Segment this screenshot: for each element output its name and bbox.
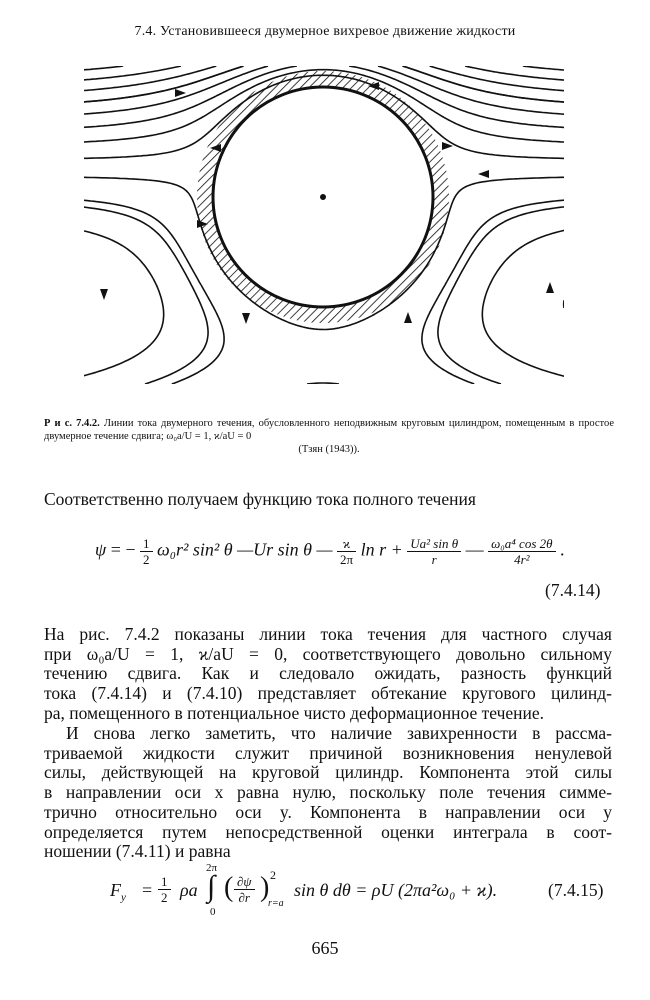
para1-line: течению сдвига. Как и следовало ожидать, разность функций [44,663,612,684]
flow-arrow [175,89,186,97]
para1-line: На рис. 7.4.2 показаны линии тока течения для частного случая [44,624,612,644]
caption-line-1: Линии тока двумерного течения, обусловленного неподвижным круговым [103,418,445,429]
eq14-frac2: $\frac{\text{Ua² sin θ}}{r}$ [407,536,461,567]
para2-line: триваемой жидкости служит причиной возникновения ненулевой [44,742,612,763]
eq15-power: 2 [270,868,276,882]
eq15-lhs: F [110,880,121,900]
cylinder-center [320,194,326,200]
equation-number-7-4-15: (7.4.15) [548,880,604,900]
para2-line: силы, действующей на круговой цилиндр. Компонента этой силы [44,762,612,783]
eq15-sub-r: r=a [268,898,284,909]
eq15-paren-left: ( [224,872,234,903]
eq15-lhs-sub: y [121,891,126,904]
eq15-paren-right: ) [260,872,270,903]
eq14-equals: = [110,539,121,560]
para2-line: определяется путем непосредственной оценки интеграла в соот- [44,821,612,842]
para2-line: И снова легко заметить, что наличие завихренности в рассма- [66,723,612,743]
para1-line: тока (7.4.14) и (7.4.10) представляет обтекание кругового цилинд- [44,683,612,704]
para2-line: трично относительно оси y. Компонента в направлении оси y [44,801,612,822]
eq15-dpsi-dr: $\frac{\partial\psi}{\partial r}$ [234,874,255,905]
running-head: 7.4. Установившееся двумерное вихревое движение жидкости [134,24,516,39]
flow-arrow [242,313,250,324]
streamline-figure [84,66,564,384]
paragraph-2 [44,724,612,862]
eq15-equals: = [142,880,153,900]
equation-7-4-15 [110,862,630,922]
figure-label: Р и с. 7.4.2. [44,418,100,429]
caption-line-3: (Тзян (1943)). [298,444,360,455]
eq14-minus: — [465,539,484,560]
eq15-integral: ∫ [207,870,216,903]
eq14-ln: ln r + [360,539,403,560]
para2-line: ношении (7.4.11) и равна [44,841,231,862]
intro-sentence: Соответственно получаем функцию тока полного течения [44,489,476,509]
flow-arrow [100,289,108,300]
eq14-frac3: $\frac{\text{ω₀a⁴ cos 2θ}}{\text{4r²}}$ [488,536,555,567]
figure-caption [44,417,614,456]
flow-arrow [546,282,554,293]
para1-line: ра, помещенного в потенциальное чисто деформационное течение. [44,702,545,723]
eq14-kappa-frac: $\frac{ϰ}{2\pi}$ [337,536,356,567]
eq14-term1: ω₀r² sin² θ [157,539,233,560]
eq14-psi: ψ [95,539,107,560]
equation-number-7-4-14: (7.4.14) [545,580,601,600]
eq14-half: $\frac{1}{2}$ [140,536,153,567]
eq15-rho-a: ρa [180,880,198,900]
eq15-rest: sin θ dθ = ρU (2πa²ω₀ + ϰ). [294,880,498,900]
eq14-term2: —Ur sin θ — [237,539,333,560]
eq14-sign: − [125,539,136,560]
para2-line: в направлении оси x равна нулю, поскольку поле течения симме- [44,782,612,803]
eq15-lower-limit: 0 [210,906,216,918]
para1-line: при ω₀a/U = 1, ϰ/aU = 0, соответствующего довольно сильному [44,643,612,664]
paragraph-1 [44,625,612,724]
equation-7-4-14 [95,536,635,576]
eq15-upper-limit: 2π [206,862,218,874]
page-number: 665 [311,938,339,958]
eq14-dot: . [560,539,565,560]
flow-arrow [404,312,412,323]
eq15-half: $\frac{1}{2}$ [158,874,171,905]
caption-line-2: цилиндром, помещенным в простое двумерное течение сдвига; ω₀a/U = 1, ϰ/aU = 0 [44,418,615,442]
flow-arrow [478,170,489,178]
